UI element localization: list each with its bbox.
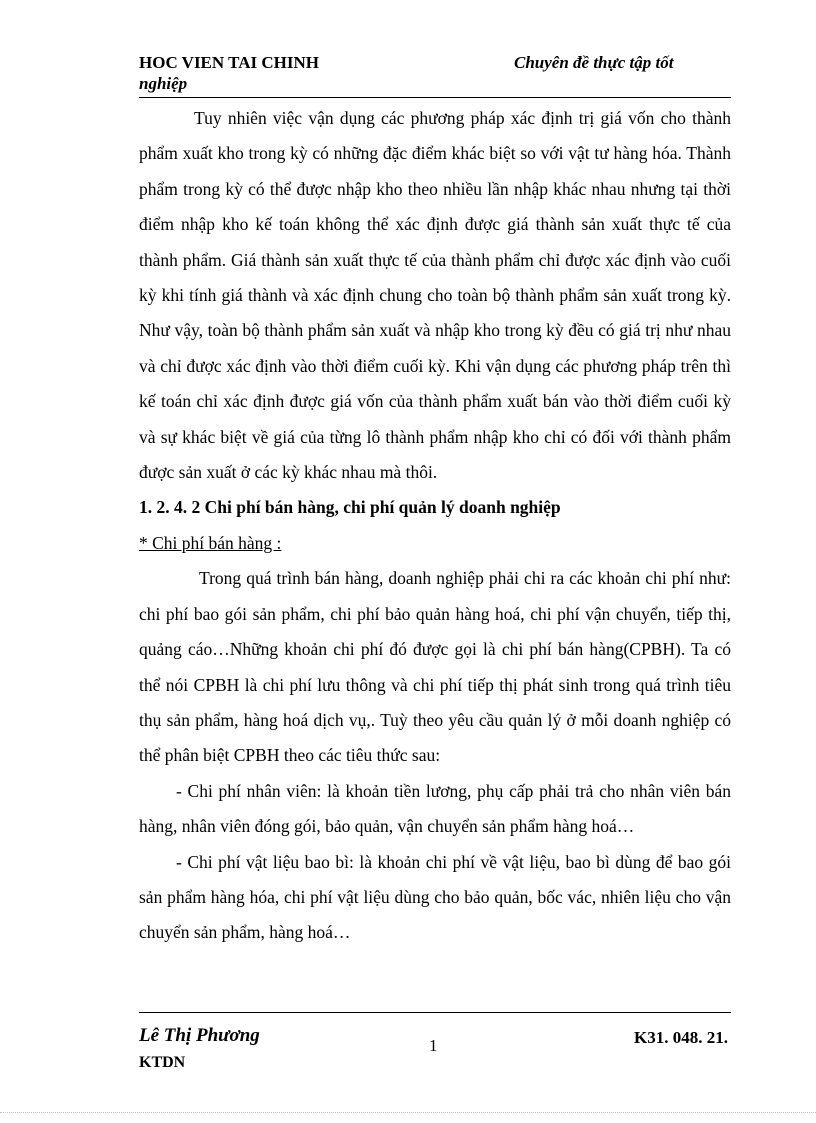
page-boundary-divider: [0, 1112, 816, 1113]
footer-student-code: K31. 048. 21.: [634, 1028, 728, 1047]
page-number: 1: [429, 1036, 438, 1055]
footer-department: KTDN: [139, 1054, 186, 1071]
page-body: [139, 101, 731, 951]
header-institution: HOC VIEN TAI CHINH: [139, 53, 319, 72]
body-paragraph: Trong quá trình bán hàng, doanh nghiệp phải chi ra các khoản chi phí như: chi phí bao gói sản phẩm, chi phí bảo quản hàng hoá, chi phí vận chuyển, tiếp thị, quảng cáo…Những khoản chi phí đó được gọi là chi phí bán hàng(CPBH). Ta có thể nói CPBH là chi phí lưu thông và chi phí tiếp thị phát sinh trong quá trình tiêu thụ sản phẩm, hàng hoá dịch vụ,. Tuỳ theo yêu cầu quản lý ở mỗi doanh nghiệp có thể phân biệt CPBH theo các tiêu thức sau:: [139, 568, 731, 766]
header-document-type: Chuyên đề thực tập tốt: [514, 53, 674, 72]
body-paragraph: Tuy nhiên việc vận dụng các phương pháp xác định trị giá vốn cho thành phẩm xuất kho trong kỳ có những đặc điểm khác biệt so với vật tư hàng hóa. Thành phẩm trong kỳ có thể được nhập kho theo nhiều lần nhập khác nhau nhưng tại thời điểm nhập kho kế toán không thể xác định được giá thành sản xuất thực tế của thành phẩm. Giá thành sản xuất thực tế của thành phẩm chỉ được xác định vào cuối kỳ khi tính giá thành và xác định chung cho toàn bộ thành phẩm sản xuất trong kỳ. Như vậy, toàn bộ thành phẩm sản xuất và nhập kho trong kỳ đều có giá trị như nhau và chỉ được xác định vào thời điểm cuối kỳ. Khi vận dụng các phương pháp trên thì kế toán chỉ xác định được giá vốn của thành phẩm xuất bán vào thời điểm cuối kỳ và sự khác biệt về giá của từng lô thành phẩm nhập kho chỉ có đối với thành phẩm được sản xuất ở các kỳ khác nhau mà thôi.: [139, 108, 731, 483]
header-document-type-continuation: nghiệp: [139, 74, 188, 93]
subheading: [139, 526, 731, 561]
page-header: [139, 52, 731, 98]
footer-rule: [139, 1012, 731, 1013]
subheading-text: * Chi phí bán hàng :: [139, 532, 282, 553]
page-footer: [139, 1024, 731, 1080]
list-item: - Chi phí nhân viên: là khoản tiền lương, phụ cấp phải trả cho nhân viên bán hàng, nhân viên đóng gói, bảo quản, vận chuyển sản phẩm hàng hoá…: [139, 780, 731, 837]
header-rule: [139, 97, 731, 98]
footer-author: Lê Thị Phương: [139, 1025, 260, 1046]
section-heading: 1. 2. 4. 2 Chi phí bán hàng, chi phí quản lý doanh nghiệp: [139, 497, 561, 518]
list-item: - Chi phí vật liệu bao bì: là khoản chi phí về vật liệu, bao bì dùng để bao gói sản phẩm hàng hóa, chi phí vật liệu dùng cho bảo quản, bốc vác, nhiên liệu cho vận chuyển sản phẩm, hàng hoá…: [139, 851, 731, 943]
